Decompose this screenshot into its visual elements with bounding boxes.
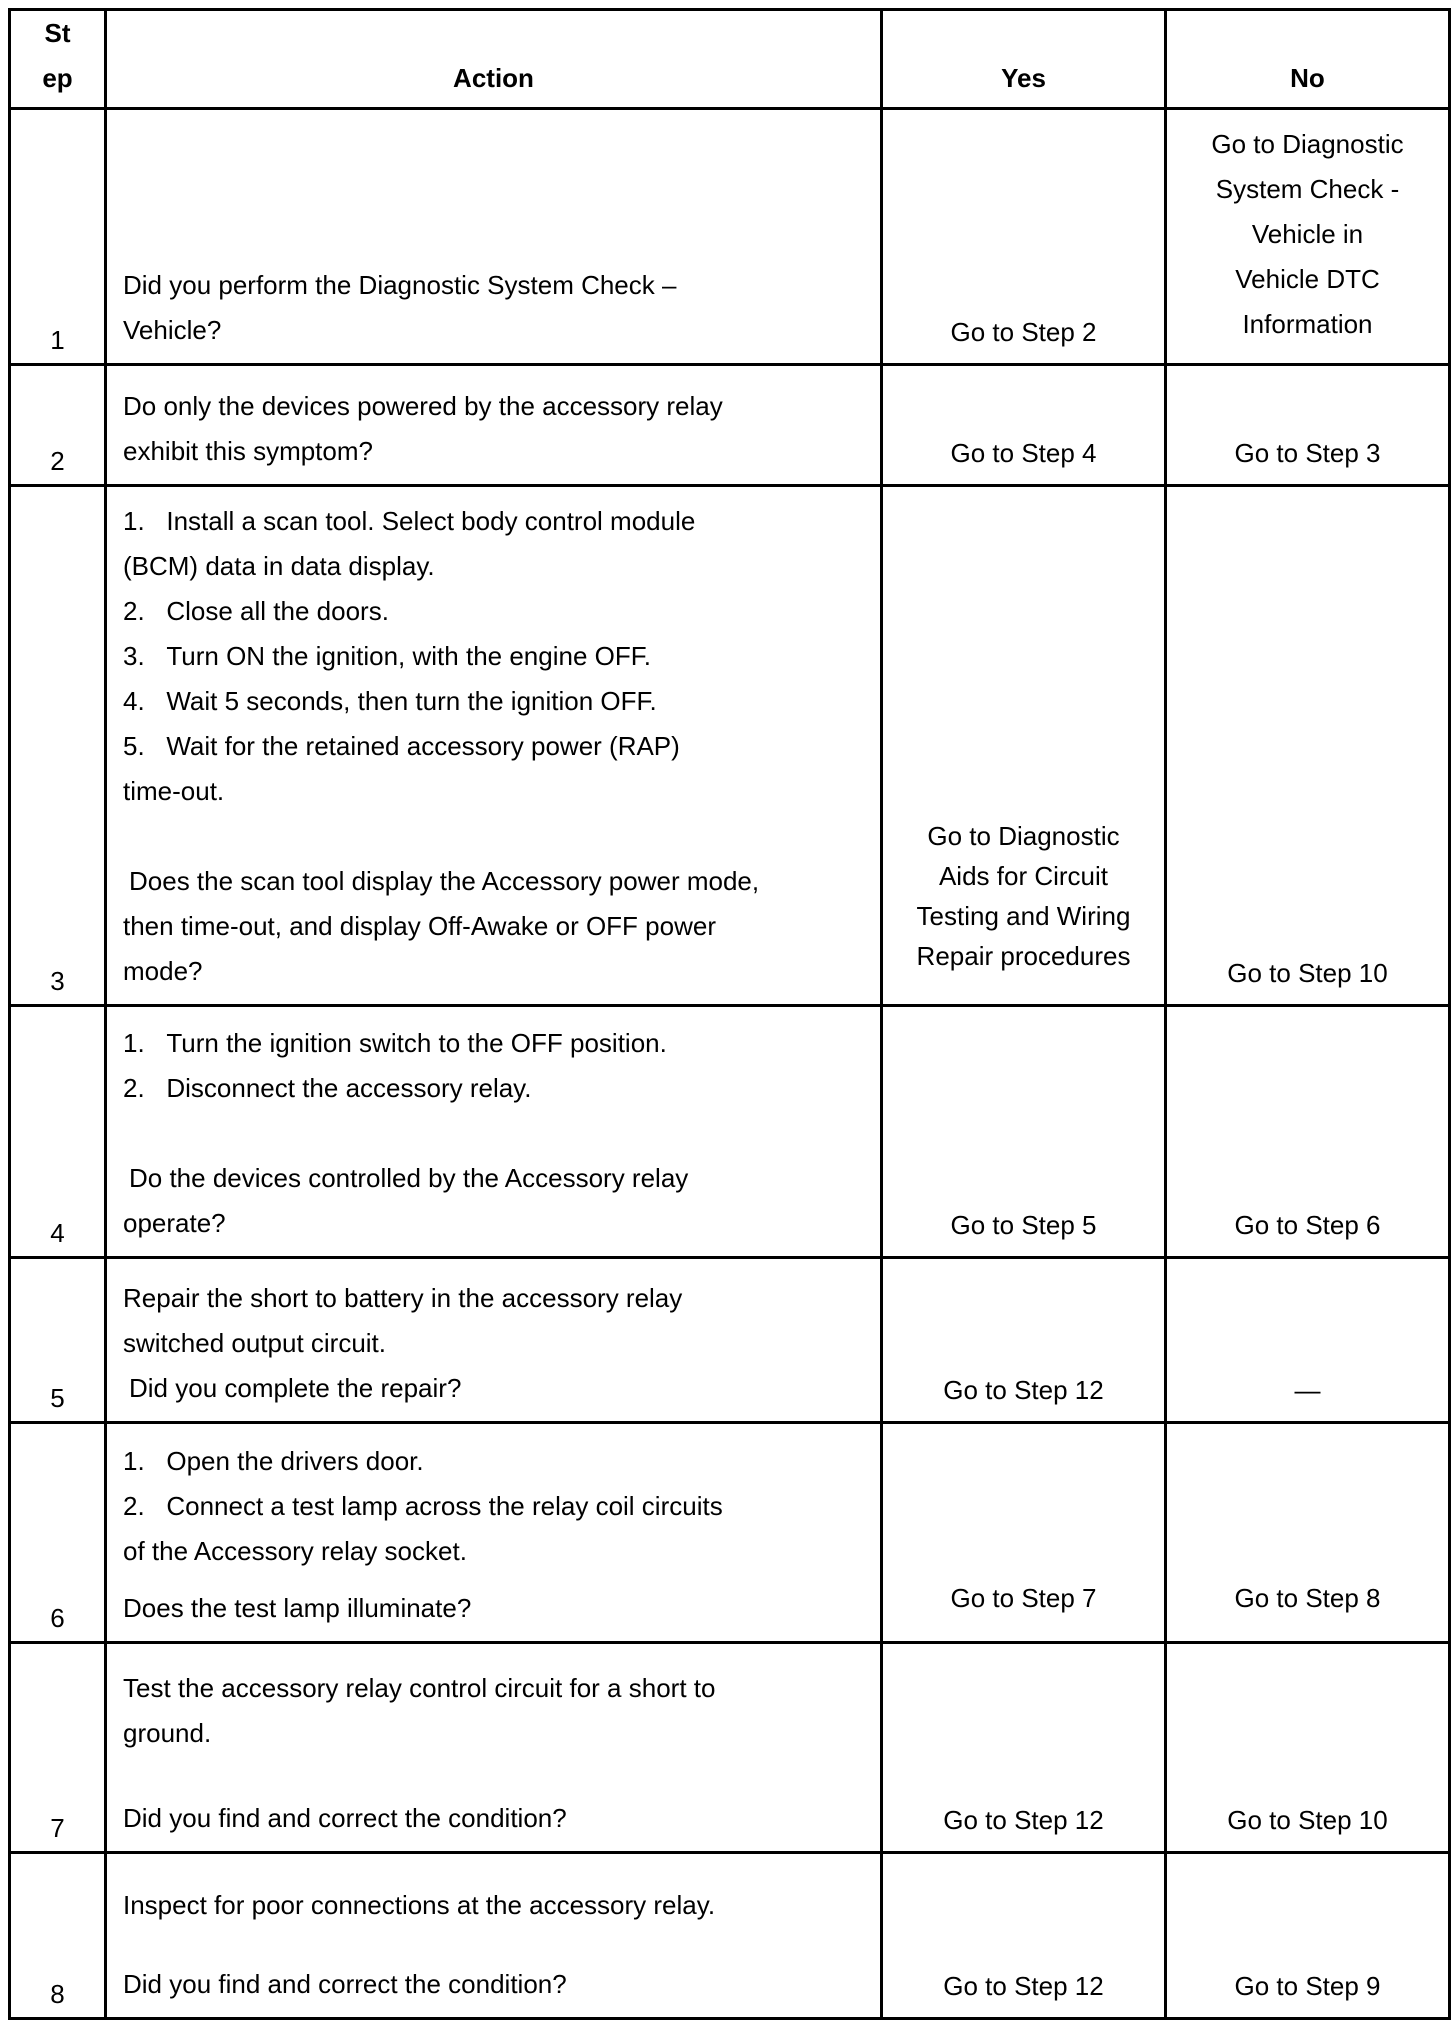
list-item: 2. Close all the doors. <box>123 596 389 626</box>
no-header: No <box>1166 10 1450 109</box>
action-cell: Inspect for poor connections at the accessory relay. Did you find and correct the condition? <box>106 1853 882 2019</box>
action-cell: Repair the short to battery in the accessory relay switched output circuit. Did you complete the repair? <box>106 1258 882 1423</box>
step-number: 3 <box>10 486 106 1006</box>
no-cell: — <box>1166 1258 1450 1423</box>
step-number: 8 <box>10 1853 106 2019</box>
yes-header: Yes <box>882 10 1166 109</box>
no-cell: Go to Step 9 <box>1166 1853 1450 2019</box>
list-item: 2. Connect a test lamp across the relay coil circuits <box>123 1491 723 1521</box>
step-number: 7 <box>10 1643 106 1853</box>
yes-cell: Go to Step 5 <box>882 1006 1166 1258</box>
action-cell: Do only the devices powered by the accessory relay exhibit this symptom? <box>106 365 882 486</box>
yes-cell: Go to Step 7 <box>882 1423 1166 1643</box>
yes-cell: Go to Step 2 <box>882 109 1166 365</box>
action-cell: 1. Open the drivers door. 2. Connect a test lamp across the relay coil circuits of the Accessory relay socket. Does the test lamp illuminate? <box>106 1423 882 1643</box>
list-item: 1. Open the drivers door. <box>123 1446 424 1476</box>
table-row <box>10 365 1450 486</box>
list-item: 3. Turn ON the ignition, with the engine OFF. <box>123 641 651 671</box>
step-number: 4 <box>10 1006 106 1258</box>
table-row <box>10 1853 1450 2019</box>
step-number: 5 <box>10 1258 106 1423</box>
yes-cell: Go to Step 12 <box>882 1853 1166 2019</box>
no-cell: Go to Step 10 <box>1166 486 1450 1006</box>
no-cell: Go to Step 3 <box>1166 365 1450 486</box>
list-item: 2. Disconnect the accessory relay. <box>123 1073 532 1103</box>
action-header: Action <box>106 10 882 109</box>
no-cell: Go to Diagnostic System Check - Vehicle in Vehicle DTC Information <box>1166 109 1450 365</box>
step-number: 6 <box>10 1423 106 1643</box>
table-row <box>10 486 1450 1006</box>
action-cell: 1. Install a scan tool. Select body control module (BCM) data in data display. 2. Close all the doors. 3. Turn ON the ignition, with the engine OFF. 4. Wait 5 seconds, then turn the ignition OFF. 5. Wait for the retained accessory power (RAP) time-out. Does the scan tool display the Accessory power mode, then time-out, and display Off-Awake or OFF power mode? <box>106 486 882 1006</box>
table-row <box>10 109 1450 365</box>
action-cell: 1. Turn the ignition switch to the OFF position. 2. Disconnect the accessory relay. Do the devices controlled by the Accessory relay operate? <box>106 1006 882 1258</box>
action-cell: Did you perform the Diagnostic System Check – Vehicle? <box>106 109 882 365</box>
list-item: 1. Install a scan tool. Select body control module <box>123 506 696 536</box>
table-row <box>10 1423 1450 1643</box>
step-number: 1 <box>10 109 106 365</box>
step-header: St ep <box>10 10 106 109</box>
no-cell: Go to Step 10 <box>1166 1643 1450 1853</box>
yes-cell: Go to Step 12 <box>882 1258 1166 1423</box>
no-cell: Go to Step 8 <box>1166 1423 1450 1643</box>
header-row <box>10 10 1450 109</box>
list-item: 4. Wait 5 seconds, then turn the ignition OFF. <box>123 686 657 716</box>
step-number: 2 <box>10 365 106 486</box>
table-row <box>10 1643 1450 1853</box>
diagnostic-table <box>8 8 1451 2020</box>
no-cell: Go to Step 6 <box>1166 1006 1450 1258</box>
list-item: 1. Turn the ignition switch to the OFF position. <box>123 1028 667 1058</box>
yes-cell: Go to Diagnostic Aids for Circuit Testing and Wiring Repair procedures <box>882 486 1166 1006</box>
yes-cell: Go to Step 12 <box>882 1643 1166 1853</box>
table-row <box>10 1006 1450 1258</box>
yes-cell: Go to Step 4 <box>882 365 1166 486</box>
action-cell: Test the accessory relay control circuit for a short to ground. Did you find and correct the condition? <box>106 1643 882 1853</box>
table-row <box>10 1258 1450 1423</box>
list-item: 5. Wait for the retained accessory power (RAP) <box>123 731 680 761</box>
